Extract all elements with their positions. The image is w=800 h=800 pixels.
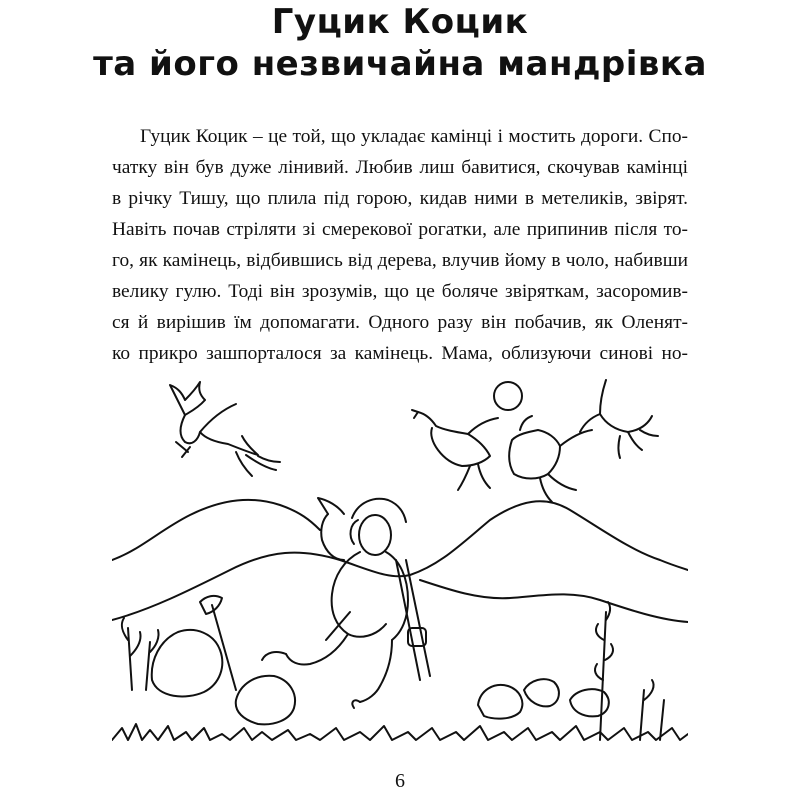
plant-right-icon (640, 680, 664, 740)
chapter-title-line-1: Гуцик Коцик (271, 2, 529, 42)
chapter-title-line-2: та його незвичайна мандрівка (93, 44, 707, 84)
page-number: 6 (395, 770, 405, 792)
paragraph-line: велику гулю. Тоді він зрозумів, що це боляче звіряткам, засоромив- (112, 281, 688, 302)
bird-right-3-icon (580, 380, 658, 458)
paragraph-line: чатку він був дуже лінивий. Любив лиш бавитися, скочував камінці (112, 157, 688, 178)
paragraph-line: ко прикро зашпорталося за камінець. Мама, облизуючи синові но- (112, 343, 688, 364)
bird-left-icon (170, 382, 280, 476)
story-paragraph (112, 121, 688, 369)
mountain-range (112, 501, 688, 620)
paragraph-line: в річку Тишу, що плила під горою, кидав ними в метеликів, звірят. (112, 188, 688, 209)
axe-icon (200, 596, 236, 690)
story-illustration (112, 368, 688, 748)
mountain-ridge-right (420, 580, 688, 622)
sun-icon (494, 382, 522, 410)
bird-right-2-icon (509, 416, 592, 502)
paragraph-line: Навіть почав стріляти зі смерекової рогатки, але припинив після то- (112, 219, 688, 240)
mountain-ridge-back (112, 500, 320, 560)
bird-right-1-icon (412, 410, 498, 490)
paragraph-line: Гуцик Коцик – це той, що укладає камінці і мостить дороги. Спо- (140, 126, 688, 147)
rocks (152, 630, 609, 724)
paragraph-line: го, як камінець, відбившись від дерева, влучив йому в чоло, набивши (112, 250, 688, 271)
hiker-figure (262, 498, 430, 708)
paragraph-line: ся й вирішив їм допомагати. Одного разу він побачив, як Оленят- (112, 312, 688, 333)
plant-left-icon (122, 618, 159, 690)
foxglove-plant-icon (595, 602, 613, 740)
